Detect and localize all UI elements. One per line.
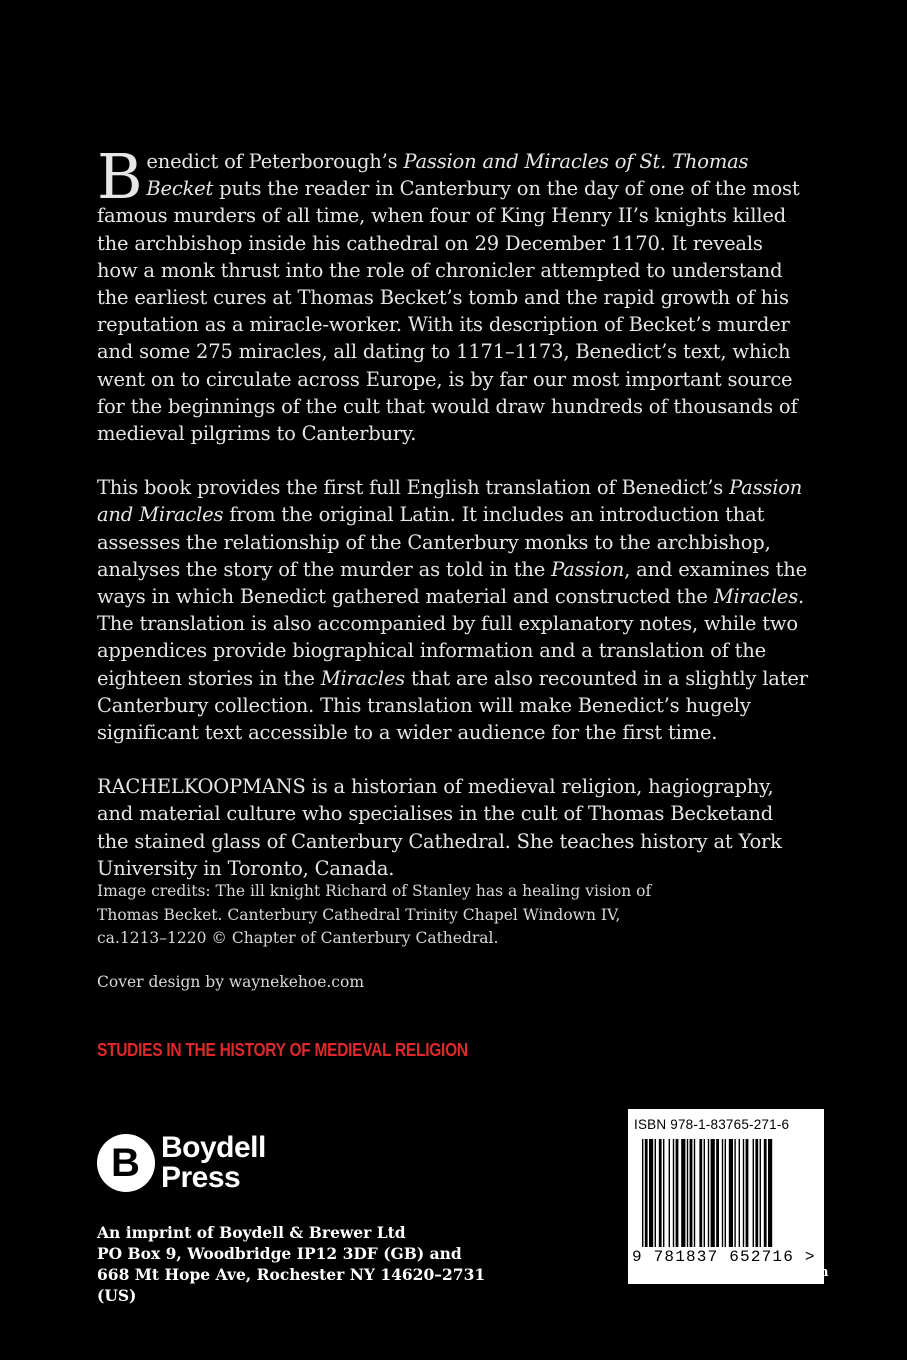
barcode-bar — [690, 1139, 693, 1247]
barcode-bar — [739, 1139, 740, 1247]
publisher-logo — [97, 1133, 266, 1193]
barcode-bar — [699, 1139, 702, 1247]
blurb-text: This book provides the first full English translation of Benedict’s — [97, 476, 730, 500]
blurb-paragraph-1 — [97, 140, 809, 447]
barcode-bar — [764, 1139, 767, 1247]
barcode-bar — [711, 1139, 715, 1247]
barcode-bar — [655, 1139, 656, 1247]
back-cover-blurb — [97, 140, 809, 909]
barcode-bar — [681, 1139, 685, 1247]
isbn-barcode — [628, 1109, 829, 1284]
barcode-bar — [687, 1139, 688, 1247]
publisher-address — [97, 1222, 517, 1306]
barcode-bar — [673, 1139, 674, 1247]
credits — [97, 880, 657, 1014]
blurb-text: enedict of Peterborough’s — [146, 150, 404, 173]
barcode-bar — [694, 1139, 695, 1247]
logo-letter: B — [111, 1141, 140, 1185]
barcode-bar — [753, 1139, 754, 1247]
barcode-bar — [642, 1139, 643, 1247]
blurb-text: puts the reader in Canterbury on the day of one of the most famous murders of all time, when four of King Henry II’s knights killed the archbishop inside his cathedral on 29 December 1170. It reveals how a monk thrust into the role of chronicler attempted to understand the earliest cures at Thomas Becket’s tomb and the rapid growth of his reputation as a miracle-worker. With its description of Becket’s murder and some 275 miracles, all dating to 1171–1173, Benedict’s text, which went on to circulate across Europe, is by far our most important source for the beginnings of the cult that would draw hundreds of thousands of medieval pilgrims to Canterbury. — [97, 177, 800, 446]
title-italic: Passion — [551, 557, 625, 581]
barcode-bar — [734, 1139, 735, 1247]
address-line: An imprint of Boydell & Brewer Ltd — [97, 1223, 406, 1242]
barcode-bar — [755, 1139, 758, 1247]
barcode-bar — [760, 1139, 761, 1247]
barcode-bar — [746, 1139, 749, 1247]
publisher-name-line2: Press — [161, 1161, 241, 1194]
publisher-name-line1: Boydell — [161, 1131, 266, 1164]
barcode-bar — [725, 1139, 726, 1247]
barcode-digits: 9 781837 652716 > — [632, 1248, 816, 1266]
cover-design-credit: Cover design by waynekehoe.com — [97, 972, 365, 991]
barcode-bar — [659, 1139, 662, 1247]
drop-cap: B — [97, 140, 143, 213]
isbn-label: ISBN 978-1-83765-271-6 — [634, 1117, 790, 1132]
title-italic: Miracles — [713, 585, 799, 609]
image-credits: Image credits: The ill knight Richard of Stanley has a healing vision of Thomas Becket. Canterbury Cathedral Trinity Chapel Windown IV, ca.1213–1220 © Chapter of Canterbury Cathedral. — [97, 882, 652, 947]
barcode-bar — [663, 1139, 664, 1247]
blurb-text: , and examines the ways in which Benedict gathered material and constructed the — [97, 557, 807, 609]
blurb-text: from the original Latin. It includes an introduction that assesses the relationship of the Canterbury monks to the archbishop, analyses the story of the murder as told in the — [97, 503, 771, 581]
barcode-bar — [708, 1139, 709, 1247]
barcode-bar — [704, 1139, 705, 1247]
blurb-paragraph-2 — [97, 474, 809, 746]
barcode-bars-icon — [642, 1139, 812, 1247]
address-line: 668 Mt Hope Ave, Rochester NY 14620–2731 (US) — [97, 1265, 486, 1305]
publisher-url: www.boydellandbrewer.com — [628, 1265, 829, 1280]
title-italic: Passion and Miracles — [97, 476, 803, 527]
barcode-bar — [716, 1139, 719, 1247]
boydell-logo-icon — [97, 1134, 155, 1192]
book-title-italic: Passion and Miracles of St. Thomas Becket — [146, 150, 749, 201]
series-title: STUDIES IN THE HISTORY OF MEDIEVAL RELIGION — [97, 1040, 468, 1060]
barcode-bar — [645, 1139, 648, 1247]
barcode-bar — [768, 1139, 772, 1247]
barcode-bar — [649, 1139, 653, 1247]
author-bio: RACHELKOOPMANS is a historian of medieval religion, hagiography, and material culture who specialises in the cult of Thomas Becketand the stained glass of Canterbury Cathedral. She teaches history at York University in Toronto, Canada. — [97, 775, 782, 880]
publisher-name — [161, 1133, 266, 1193]
address-line: PO Box 9, Woodbridge IP12 3DF (GB) and — [97, 1244, 462, 1263]
title-italic: Miracles — [320, 666, 405, 690]
blurb-text: . The translation is also accompanied by full explanatory notes, while two appendices provide biographical information and a translation of the eighteen stories in the — [97, 585, 805, 690]
barcode-bar — [743, 1139, 744, 1247]
barcode-bar — [729, 1139, 733, 1247]
barcode-bar — [676, 1139, 679, 1247]
blurb-text: that are also recounted in a slightly later Canterbury collection. This translation will make Benedict’s hugely significant text accessible to a wider audience for the first time. — [97, 666, 808, 745]
barcode-bar — [722, 1139, 723, 1247]
barcode-bar — [669, 1139, 670, 1247]
